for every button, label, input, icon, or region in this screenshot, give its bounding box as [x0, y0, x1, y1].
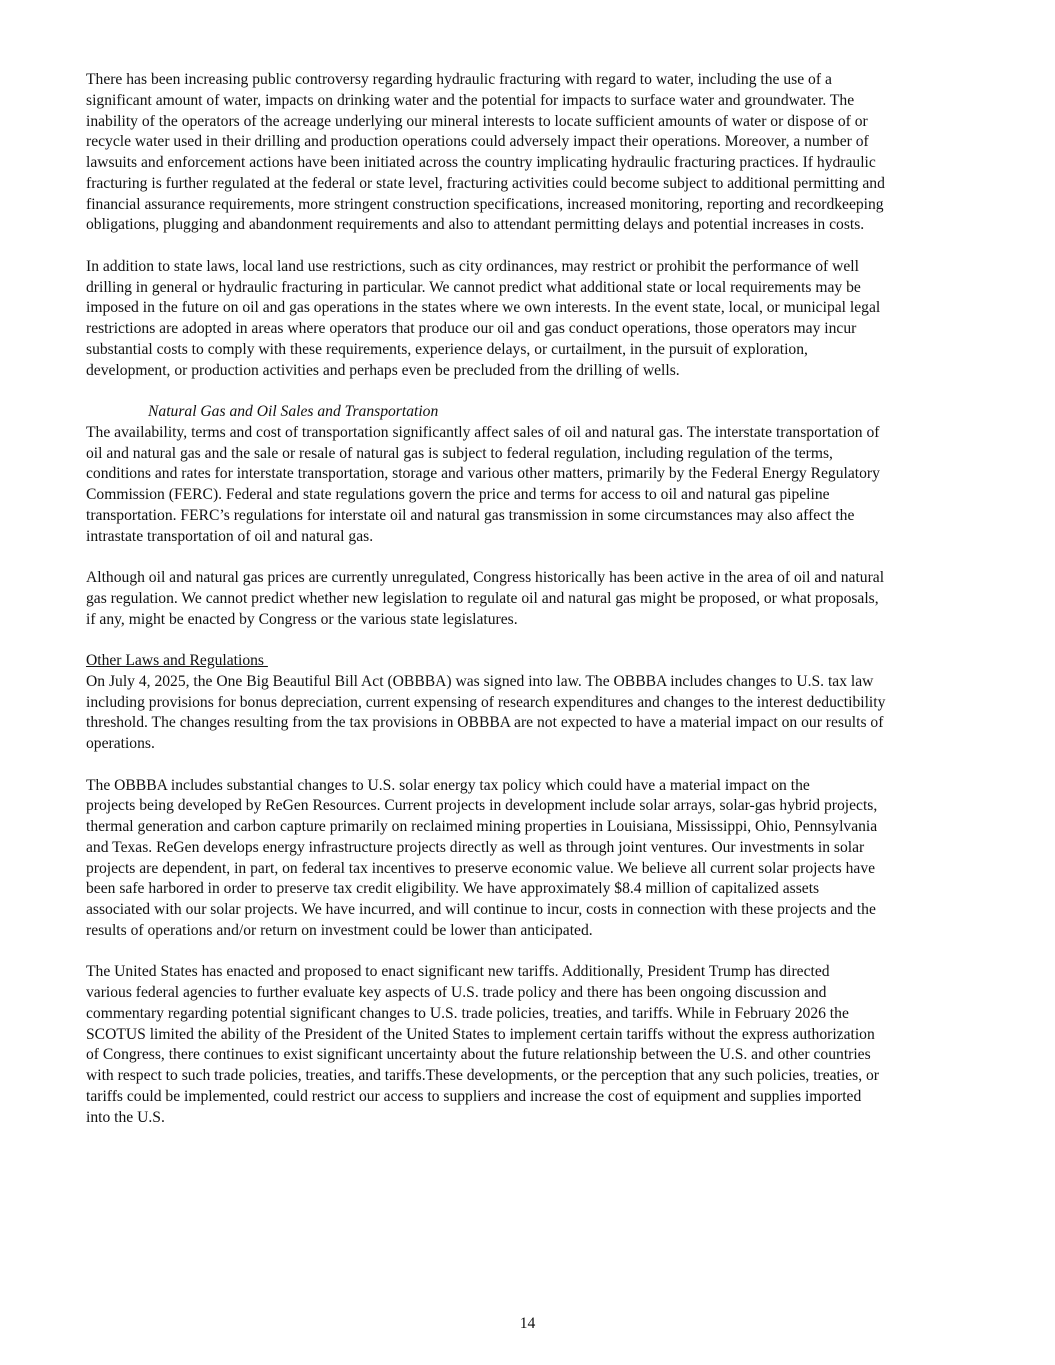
section-heading-other-laws: Other Laws and Regulations [86, 652, 268, 669]
section-heading-natural-gas-sales: Natural Gas and Oil Sales and Transportation [148, 403, 439, 420]
paragraph-obbba: On July 4, 2025, the One Big Beautiful Bill Act (OBBBA) was signed into law. The OBBBA includes changes to U.S. tax law including provisions for bonus depreciation, current expensing of research expenditures and changes to the interest deductibility threshold. The changes resulting from the tax provisions in OBBBA are not expected to have a material impact on our results of operations. [86, 672, 886, 752]
paragraph-solar-tax-policy: The OBBBA includes substantial changes to U.S. solar energy tax policy which could have a material impact on the projects being developed by ReGen Resources. Current projects in development include solar arrays, solar-gas hybrid projects, thermal generation and carbon capture primarily on reclaimed mining properties in Louisiana, Mississippi, Ohio, Pennsylvania and Texas. ReGen develops energy infrastructure projects directly as well as through joint ventures. Our investments in solar projects are dependent, in part, on federal tax incentives to preserve economic value. We believe all current solar projects have been safe harbored in order to preserve tax credit eligibility. We have approximately $8.4 million of capitalized assets associated with our solar projects. We have incurred, and will continue to incur, costs in connection with these projects and the results of operations and/or return on investment could be lower than anticipated. [86, 776, 878, 939]
paragraph-hydraulic-fracturing-water: There has been increasing public controversy regarding hydraulic fracturing with regard to water, including the use of a significant amount of water, impacts on drinking water and the potential for impacts to surface water and groundwater. The inability of the operators of the acreage underlying our mineral interests to locate sufficient amounts of water or dispose of or recycle water used in their drilling and production operations could adversely impact their operations. Moreover, a number of lawsuits and enforcement actions have been initiated across the country implicating hydraulic fracturing practices. If hydraulic fracturing is further regulated at the federal or state level, fracturing activities could become subject to additional permitting and financial assurance requirements, more stringent construction specifications, increased monitoring, reporting and recordkeeping obligations, plugging and abandonment requirements and also to attendant permitting delays and potential increases in costs. [86, 71, 885, 234]
paragraph-local-land-use: In addition to state laws, local land use restrictions, such as city ordinances, may restrict or prohibit the performance of well drilling in general or hydraulic fracturing in particular. We cannot predict what additional state or local requirements may be imposed in the future on oil and gas operations in the states where we own interests. In the event state, local, or municipal legal restrictions are adopted in areas where operators that produce our oil and gas conduct operations, those operators may incur substantial costs to comply with these requirements, experience delays, or curtailment, in the pursuit of exploration, development, or production activities and perhaps even be precluded from the drilling of wells. [86, 257, 881, 379]
paragraph-transportation: The availability, terms and cost of transportation significantly affect sales of oil and natural gas. The interstate transportation of oil and natural gas and the sale or resale of natural gas is subject to federal regulation, including regulation of the terms, conditions and rates for interstate transportation, storage and various other matters, primarily by the Federal Energy Regulatory Commission (FERC). Federal and state regulations govern the price and terms for access to oil and natural gas pipeline transportation. FERC’s regulations for interstate oil and natural gas transmission in some circumstances may also affect the intrastate transportation of oil and natural gas. [86, 423, 880, 545]
document-page [86, 70, 976, 1149]
paragraph-price-regulation: Although oil and natural gas prices are currently unregulated, Congress historically has been active in the area of oil and natural gas regulation. We cannot predict whether new legislation to regulate oil and natural gas might be proposed, or what proposals, if any, might be enacted by Congress or the various state legislatures. [86, 569, 885, 628]
paragraph-tariffs: The United States has enacted and proposed to enact significant new tariffs. Additionally, President Trump has directed various federal agencies to further evaluate key aspects of U.S. trade policy and there has been ongoing discussion and commentary regarding potential significant changes to U.S. trade policies, treaties, and tariffs. While in February 2026 the SCOTUS limited the ability of the President of the United States to implement certain tariffs without the express authorization of Congress, there continues to exist significant uncertainty about the future relationship between the U.S. and other countries with respect to such trade policies, treaties, and tariffs.These developments, or the perception that any such policies, treaties, or tariffs could be implemented, could restrict our access to suppliers and increase the cost of equipment and supplies imported into the U.S. [86, 963, 879, 1126]
page-number: 14 [519, 1315, 536, 1332]
